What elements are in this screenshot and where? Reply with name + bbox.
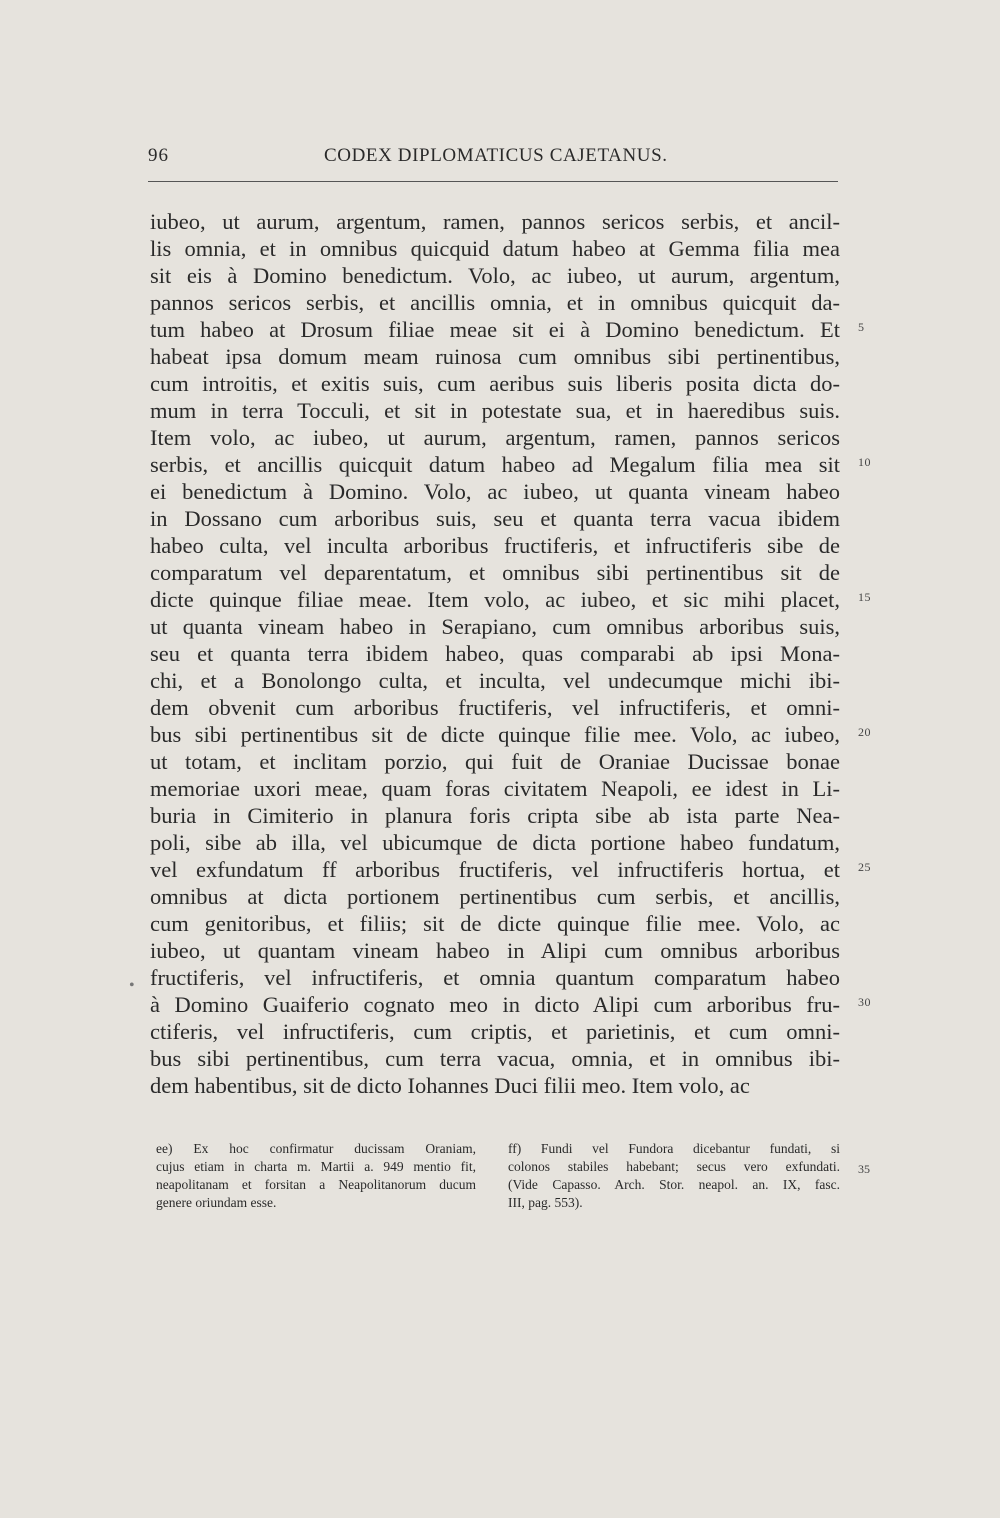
text-line: chi, et a Bonolongo culta, et inculta, vel undecumque michi ibi- [150,668,840,693]
text-line: bus sibi pertinentibus sit de dicte quinque filie mee. Volo, ac iubeo, [150,722,840,747]
line-number: 10 [858,455,871,469]
text-line: ut quanta vineam habeo in Serapiano, cum omnibus arboribus suis, [150,614,840,639]
text-line: iubeo, ut aurum, argentum, ramen, pannos sericos serbis, et ancil- [150,209,840,234]
text-line: ut totam, et inclitam porzio, qui fuit de Oraniae Ducissae bonae [150,749,840,774]
text-line: lis omnia, et in omnibus quicquid datum habeo at Gemma filia mea [150,236,840,261]
text-line: dicte quinque filiae meae. Item volo, ac iubeo, et sic mihi placet, [150,587,840,612]
footnote-line: ff) Fundi vel Fundora dicebantur fundati, si [508,1141,840,1156]
line-number: 35 [858,1162,870,1176]
text-line: mum in terra Tocculi, et sit in potestate sua, et in haeredibus suis. [150,398,840,423]
text-line: fructiferis, vel infructiferis, et omnia quantum comparatum habeo [150,965,840,990]
text-line: cum genitoribus, et filiis; sit de dicte quinque filie mee. Volo, ac [150,911,840,936]
line-number: 5 [858,320,865,334]
line-number: 15 [858,590,871,604]
page-number: 96 [148,145,169,166]
text-line: poli, sibe ab illa, vel ubicumque de dicta portione habeo fundatum, [150,830,840,855]
text-line: seu et quanta terra ibidem habeo, quas comparabi ab ipsi Mona- [150,641,840,666]
footnote-line: genere oriundam esse. [156,1195,277,1210]
text-line: ei benedictum à Domino. Volo, ac iubeo, ut quanta vineam habeo [150,479,840,504]
text-line: in Dossano cum arboribus suis, seu et quanta terra vacua ibidem [150,506,840,531]
header-rule [148,181,838,182]
line-number: 25 [858,860,871,874]
text-line: dem obvenit cum arboribus fructiferis, vel infructiferis, et omni- [150,695,840,720]
text-line: tum habeo at Drosum filiae meae sit ei à Domino benedictum. Et [150,317,840,342]
text-line: habeat ipsa domum meam ruinosa cum omnibus sibi pertinentibus, [150,344,840,369]
text-line: vel exfundatum ff arboribus fructiferis, vel infructiferis hortua, et [150,857,840,882]
footnote-line: colonos stabiles habebant; secus vero exfundati. [508,1159,840,1174]
text-line: dem habentibus, sit de dicto Iohannes Duci filii meo. Item volo, ac [150,1073,750,1098]
text-line: ctiferis, vel infructiferis, cum criptis, et parietinis, et cum omni- [150,1019,840,1044]
text-line: habeo culta, vel inculta arboribus fructiferis, et infructiferis sibe de [150,533,840,558]
line-number: 20 [858,725,871,739]
text-line: buria in Cimiterio in planura foris cripta sibe ab ista parte Nea- [150,803,840,828]
text-line: Item volo, ac iubeo, ut aurum, argentum, ramen, pannos sericos [150,425,840,450]
text-line: bus sibi pertinentibus, cum terra vacua, omnia, et in omnibus ibi- [150,1046,840,1071]
text-line: iubeo, ut quantam vineam habeo in Alipi cum omnibus arboribus [150,938,840,963]
footnote-line: (Vide Capasso. Arch. Stor. neapol. an. IX, fasc. [508,1177,840,1192]
running-head: CODEX DIPLOMATICUS CAJETANUS. [324,145,668,166]
line-number: 30 [858,995,871,1009]
stray-mark: • [129,977,135,994]
text-line: cum introitis, et exitis suis, cum aeribus suis liberis posita dicta do- [150,371,840,396]
text-line: comparatum vel deparentatum, et omnibus sibi pertinentibus sit de [150,560,840,585]
footnote-line: neapolitanam et forsitan a Neapolitanorum ducum [156,1177,476,1192]
text-line: à Domino Guaiferio cognato meo in dicto Alipi cum arboribus fru- [150,992,840,1017]
footnote-line: ee) Ex hoc confirmatur ducissam Oraniam, [156,1141,476,1156]
footnote-ee [156,1140,476,1212]
footnote-line: III, pag. 553). [508,1195,583,1210]
footnote-ff [508,1140,840,1212]
text-line: pannos sericos serbis, et ancillis omnia, et in omnibus quicquit da- [150,290,840,315]
text-line: serbis, et ancillis quicquit datum habeo ad Megalum filia mea sit [150,452,840,477]
text-line: memoriae uxori meae, quam foras civitatem Neapoli, ee idest in Li- [150,776,840,801]
footnote-line: cujus etiam in charta m. Martii a. 949 mentio fit, [156,1159,476,1174]
text-line: omnibus at dicta portionem pertinentibus cum serbis, et ancillis, [150,884,840,909]
text-line: sit eis à Domino benedictum. Volo, ac iubeo, ut aurum, argentum, [150,263,840,288]
body-text [150,208,840,1099]
